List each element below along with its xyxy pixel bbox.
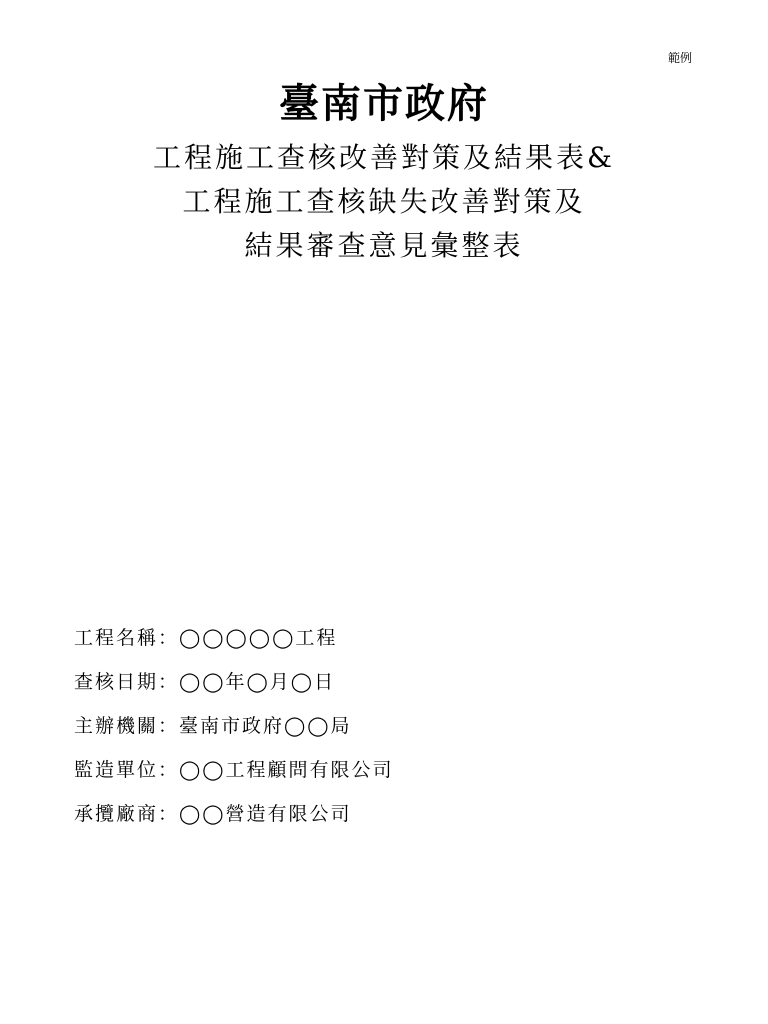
info-label: 查核日期：	[74, 671, 180, 693]
info-label: 工程名稱：	[74, 627, 180, 649]
info-row-project-name	[74, 622, 694, 666]
organization-title: 臺南市政府	[279, 80, 489, 127]
info-value: ◯◯營造有限公司	[179, 803, 352, 825]
info-row-contractor	[74, 798, 694, 842]
info-label: 主辦機關：	[74, 715, 180, 737]
project-info-list	[74, 622, 694, 842]
info-label: 監造單位：	[74, 759, 180, 781]
info-value: ◯◯◯◯◯工程	[179, 627, 338, 649]
info-row-inspection-date	[74, 666, 694, 710]
info-value: ◯◯年◯月◯日	[179, 671, 336, 693]
subtitle-line-1: 工程施工查核改善對策及結果表&	[153, 141, 615, 174]
info-label: 承攬廠商：	[74, 803, 180, 825]
sample-tag: 範例	[667, 51, 692, 65]
subtitle-line-2: 工程施工查核缺失改善對策及	[182, 185, 586, 218]
info-value: 臺南市政府◯◯局	[179, 715, 352, 737]
info-row-organizer	[74, 710, 694, 754]
info-row-supervisor	[74, 754, 694, 798]
info-value: ◯◯工程顧問有限公司	[179, 759, 394, 781]
subtitle-line-3: 結果審查意見彙整表	[244, 229, 524, 262]
